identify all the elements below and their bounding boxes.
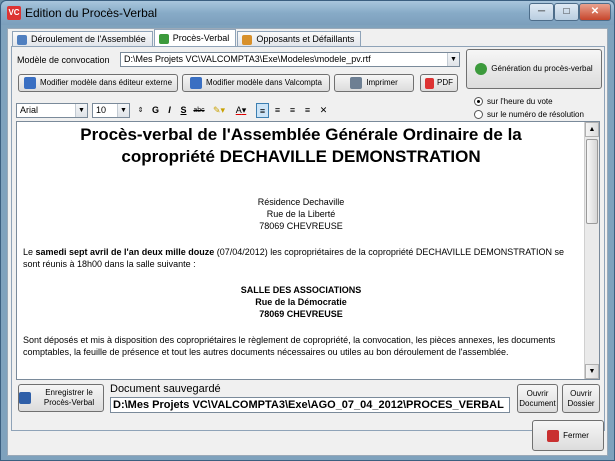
scroll-up-icon[interactable]: ▲ (585, 122, 599, 137)
italic-button[interactable]: I (168, 105, 171, 115)
pdf-label: PDF (437, 78, 453, 87)
generate-label: Génération du procès-verbal (491, 64, 593, 73)
tab-minutes[interactable] (154, 29, 237, 47)
edit-icon (190, 77, 202, 89)
font-select[interactable] (16, 103, 88, 118)
pdf-button[interactable] (420, 74, 458, 92)
convocation-template-select[interactable] (120, 52, 460, 67)
align-center-icon[interactable]: ≡ (274, 105, 281, 115)
meeting-paragraph (23, 246, 579, 270)
deposit-paragraph: Sont déposés et mis à disposition des copropriétaires le règlement de copropriété, la convocation, les pièces annexes, les documents comptables, la feuille de présence et tout les autres documents nécessaires ou utiles au bon déroulement de l'assemblée. (23, 335, 556, 357)
close-label: Fermer (563, 430, 589, 440)
convocation-label: Modèle de convocation (17, 55, 110, 65)
radio-dot[interactable] (474, 97, 483, 106)
tab-label: Opposants et Défaillants (256, 34, 355, 44)
size-select[interactable] (92, 103, 130, 118)
bold-button[interactable]: G (151, 105, 159, 115)
radio-vote-time[interactable] (474, 97, 553, 106)
align-right-icon[interactable]: ≡ (289, 105, 296, 115)
tab-assembly[interactable] (12, 31, 153, 47)
meeting-prefix: Le (23, 247, 36, 257)
saved-path-field[interactable]: D:\Mes Projets VC\VALCOMPTA3\Exe\AGO_07_04_2012\PROCES_VERBAL (110, 397, 510, 413)
radio-dot[interactable] (474, 110, 483, 119)
print-button[interactable] (334, 74, 414, 92)
floppy-disk-icon (19, 392, 31, 404)
tab-label: Déroulement de l'Assemblée (31, 34, 146, 44)
close-window-button[interactable]: ✕ (579, 3, 611, 21)
size-value: 10 (96, 105, 107, 115)
address-line-3: 78069 CHEVREUSE (259, 221, 343, 231)
radio-resolution-label: sur le numéro de résolution (487, 110, 584, 119)
save-minutes-button[interactable] (18, 384, 104, 412)
underline-button[interactable]: S (180, 105, 187, 115)
minimize-button[interactable]: ─ (529, 3, 554, 21)
open-folder-button[interactable]: Ouvrir Dossier (562, 384, 600, 413)
tab-label: Procès-Verbal (172, 33, 230, 43)
people-icon (242, 35, 252, 45)
assembly-icon (17, 35, 27, 45)
align-justify-icon[interactable]: ≡ (304, 105, 311, 115)
close-door-icon (547, 430, 559, 442)
address-line-2: Rue de la Liberté (266, 209, 336, 219)
edit-external-label: Modifier modèle dans éditeur externe (39, 78, 173, 87)
pdf-icon (425, 78, 434, 89)
saved-document-label: Document sauvegardé (110, 383, 221, 395)
open-document-button[interactable]: Ouvrir Document (517, 384, 558, 413)
align-left-icon[interactable]: ≡ (256, 103, 269, 118)
font-color-button[interactable]: A▾ (235, 105, 247, 115)
document-content[interactable] (17, 122, 585, 379)
edit-valcompta-button[interactable] (182, 74, 330, 92)
title-bar[interactable] (1, 1, 614, 25)
room-line-3: 78069 CHEVREUSE (259, 309, 343, 319)
meeting-rest: (07/04/2012) les copropriétaires de la copropriété DECHAVILLE DEMONSTRATION se sont réunis à 18h00 dans la salle suivante : (23, 247, 565, 269)
maximize-button[interactable]: □ (554, 3, 579, 21)
edit-valcompta-label: Modifier modèle dans Valcompta (206, 78, 322, 87)
meeting-date: samedi sept avril de l'an deux mille douze (35, 247, 215, 257)
chevron-down-icon[interactable]: ▼ (117, 104, 129, 117)
window-title: Edition du Procès-Verbal (25, 6, 158, 20)
document-title-line-1: Procès-verbal de l'Assemblée Générale Ordinaire de la (80, 125, 522, 144)
strikethrough-button[interactable]: abc (193, 107, 205, 114)
minutes-editor[interactable] (16, 121, 600, 380)
save-label: Enregistrer le Procès-Verbal (43, 388, 95, 407)
tab-opponents[interactable] (237, 31, 361, 47)
convocation-value: D:\Mes Projets VC\VALCOMPTA3\Exe\Modeles\modele_pv.rtf (124, 54, 371, 64)
minutes-panel (11, 46, 605, 431)
edit-external-button[interactable] (18, 74, 178, 92)
editor-scrollbar[interactable] (584, 122, 599, 379)
address-line-1: Résidence Dechaville (257, 197, 345, 207)
chevron-down-icon[interactable]: ▼ (447, 53, 459, 66)
printer-icon (350, 77, 362, 89)
highlight-pen-icon[interactable]: ✎▾ (212, 105, 226, 115)
radio-resolution-number[interactable] (474, 110, 584, 119)
refresh-icon (475, 63, 487, 75)
scroll-down-icon[interactable]: ▼ (585, 364, 599, 379)
font-color-letter: A (235, 105, 242, 115)
scroll-thumb[interactable] (586, 139, 598, 224)
close-button[interactable] (532, 420, 604, 451)
print-label: Imprimer (366, 78, 398, 87)
client-area (7, 28, 608, 456)
size-stepper-icon[interactable]: ⇕ (137, 107, 144, 114)
minutes-icon (159, 34, 169, 44)
generate-minutes-button[interactable] (466, 49, 602, 89)
chevron-down-icon[interactable]: ▼ (75, 104, 87, 117)
room-line-1: SALLE DES ASSOCIATIONS (240, 285, 362, 295)
document-title-line-2: copropriété DECHAVILLE DEMONSTRATION (121, 147, 481, 166)
clear-format-icon[interactable]: ✕ (319, 105, 328, 115)
radio-vote-time-label: sur l'heure du vote (487, 97, 553, 106)
tab-strip (12, 31, 362, 47)
font-value: Arial (20, 105, 39, 115)
room-line-2: Rue de la Démocratie (255, 297, 347, 307)
app-logo-icon: VC (7, 6, 21, 20)
edit-icon (24, 77, 36, 89)
